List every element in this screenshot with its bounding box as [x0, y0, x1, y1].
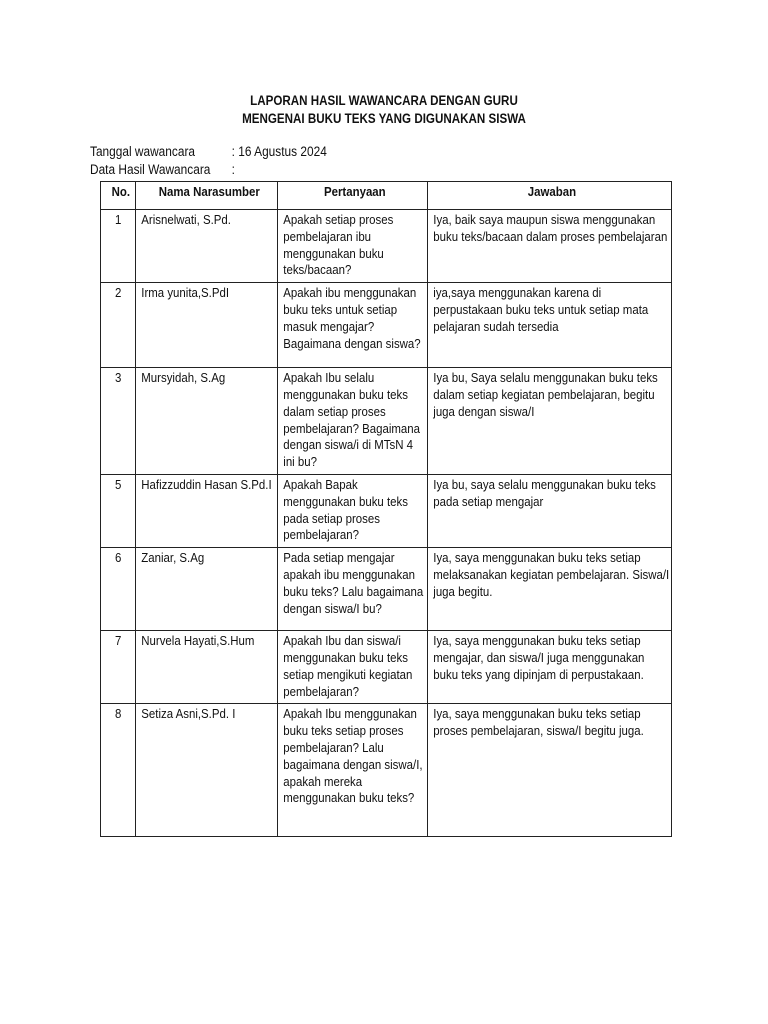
row-name: Mursyidah, S.Ag: [136, 368, 278, 475]
title-line-1: LAPORAN HASIL WAWANCARA DENGAN GURU: [250, 93, 518, 108]
row-answer: Iya, saya menggunakan buku teks setiap proses pembelajaran, siswa/I begitu juga.: [428, 704, 672, 837]
row-answer: iya,saya menggunakan karena di perpustakaan buku teks untuk setiap mata pelajaran sudah tersedia: [428, 283, 672, 368]
row-name: Hafizzuddin Hasan S.Pd.I: [136, 474, 278, 547]
row-question: Apakah ibu menggunakan buku teks untuk setiap masuk mengajar? Bagaimana dengan siswa?: [278, 283, 428, 368]
row-answer: Iya bu, Saya selalu menggunakan buku teks dalam setiap kegiatan pembelajaran, begitu juga dengan siswa/I: [428, 368, 672, 475]
row-no: 1: [101, 210, 136, 283]
interview-date-value: : 16 Agustus 2024: [231, 144, 327, 159]
row-name: Arisnelwati, S.Pd.: [136, 210, 278, 283]
row-name: Zaniar, S.Ag: [136, 548, 278, 631]
row-question: Apakah Bapak menggunakan buku teks pada setiap proses pembelajaran?: [278, 474, 428, 547]
interview-table: [100, 181, 672, 837]
row-answer: Iya, baik saya maupun siswa menggunakan buku teks/bacaan dalam proses pembelajaran: [428, 210, 672, 283]
row-no: 8: [101, 704, 136, 837]
table-row: [101, 631, 672, 704]
row-question: Pada setiap mengajar apakah ibu menggunakan buku teks? Lalu bagaimana dengan siswa/I bu?: [278, 548, 428, 631]
document-title: [54, 92, 714, 128]
interview-date-row: [90, 143, 327, 161]
row-name: Nurvela Hayati,S.Hum: [136, 631, 278, 704]
row-answer: Iya, saya menggunakan buku teks setiap mengajar, dan siswa/I juga menggunakan buku teks yang dipinjam di perpustakaan.: [428, 631, 672, 704]
row-no: 3: [101, 368, 136, 475]
header-answer: Jawaban: [428, 182, 672, 210]
interview-data-label: Data Hasil Wawancara: [90, 162, 211, 177]
table-row: [101, 210, 672, 283]
interview-date-label: Tanggal wawancara: [90, 144, 196, 159]
row-question: Apakah Ibu menggunakan buku teks setiap proses pembelajaran? Lalu bagaimana dengan siswa/I, apakah mereka menggunakan buku teks?: [278, 704, 428, 837]
row-no: 2: [101, 283, 136, 368]
title-line-2: MENGENAI BUKU TEKS YANG DIGUNAKAN SISWA: [242, 111, 526, 126]
row-no: 5: [101, 474, 136, 547]
row-answer: Iya, saya menggunakan buku teks setiap melaksanakan kegiatan pembelajaran. Siswa/I juga begitu.: [428, 548, 672, 631]
header-name: Nama Narasumber: [136, 182, 278, 210]
table-row: [101, 548, 672, 631]
row-answer: Iya bu, saya selalu menggunakan buku teks pada setiap mengajar: [428, 474, 672, 547]
row-question: Apakah setiap proses pembelajaran ibu menggunakan buku teks/bacaan?: [278, 210, 428, 283]
row-no: 7: [101, 631, 136, 704]
row-question: Apakah Ibu selalu menggunakan buku teks dalam setiap proses pembelajaran? Bagaimana dengan siswa/i di MTsN 4 ini bu?: [278, 368, 428, 475]
interview-data-row: [90, 161, 235, 179]
row-name: Irma yunita,S.PdI: [136, 283, 278, 368]
header-no: No.: [101, 182, 136, 210]
table-row: [101, 368, 672, 475]
interview-data-value: :: [231, 162, 235, 177]
table-row: [101, 704, 672, 837]
table-row: [101, 283, 672, 368]
row-no: 6: [101, 548, 136, 631]
table-row: [101, 474, 672, 547]
header-question: Pertanyaan: [278, 182, 428, 210]
table-header-row: [101, 182, 672, 210]
row-name: Setiza Asni,S.Pd. I: [136, 704, 278, 837]
row-question: Apakah Ibu dan siswa/i menggunakan buku teks setiap mengikuti kegiatan pembelajaran?: [278, 631, 428, 704]
